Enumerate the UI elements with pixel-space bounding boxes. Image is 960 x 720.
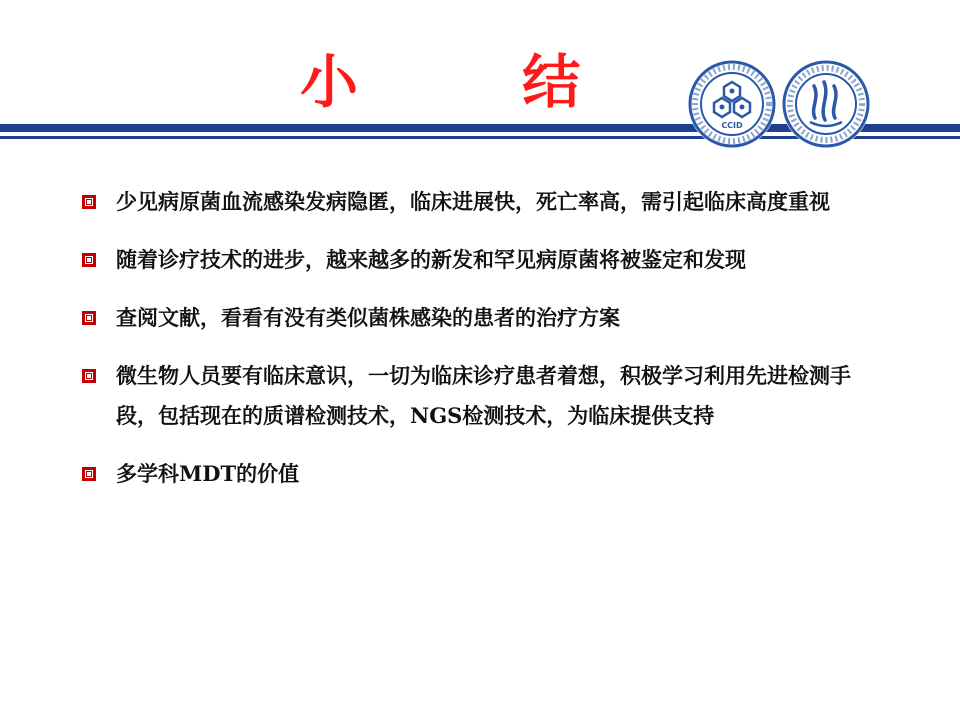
bullet-square-icon [82, 311, 96, 325]
ccid-logo [688, 60, 776, 148]
slide-title: 小 结 [300, 48, 653, 116]
bullet-square-icon [82, 467, 96, 481]
bullet-item [82, 356, 912, 436]
bullet-text: 少见病原菌血流感染发病隐匿，临床进展快，死亡率高，需引起临床高度重视 [116, 189, 830, 214]
bullet-item [82, 298, 912, 338]
bullet-item [82, 182, 912, 222]
bullet-item [82, 240, 912, 280]
bullet-square-icon [82, 253, 96, 267]
zju-hospital-logo [782, 60, 870, 148]
bullet-text: 随着诊疗技术的进步，越来越多的新发和罕见病原菌将被鉴定和发现 [116, 247, 746, 272]
bullet-square-icon [82, 369, 96, 383]
bullet-square-icon [82, 195, 96, 209]
bullet-text: 微生物人员要有临床意识，一切为临床诊疗患者着想，积极学习利用先进检测手段，包括现在的质谱检测技术，NGS检测技术，为临床提供支持 [116, 363, 851, 428]
ccid-logo-text: CCID [721, 121, 743, 130]
bullet-text: 查阅文献，看看有没有类似菌株感染的患者的治疗方案 [116, 305, 620, 330]
bullet-item [82, 454, 912, 494]
bullet-text: 多学科MDT的价值 [116, 461, 300, 486]
bullet-list [82, 182, 912, 512]
